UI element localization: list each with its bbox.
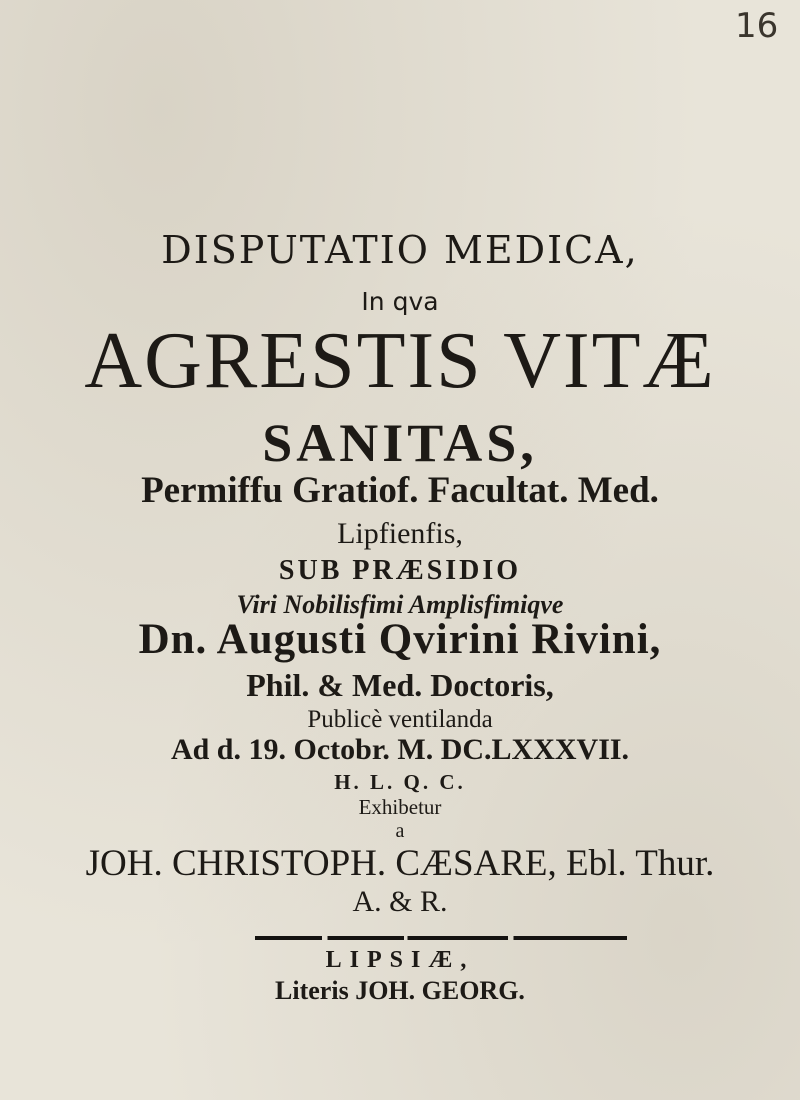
date-line: Ad d. 19. Octobr. M. DC.LXXXVII. — [170, 733, 630, 766]
permissu-line: Permiffu Gratiof. Facultat. Med. — [141, 470, 659, 511]
praeses-title: Phil. & Med. Doctoris, — [246, 667, 554, 703]
aer-line: A. & R. — [352, 885, 448, 918]
hlqc-line: H. L. Q. C. — [334, 770, 466, 794]
praeses-name: Dn. Augusti Qvirini Rivini, — [138, 616, 662, 663]
page-number: 16 — [735, 6, 779, 46]
divider-rule — [255, 936, 627, 940]
viri-line: Viri Nobilisfimi Amplisfimiqve — [236, 590, 564, 619]
imprint-printer: Literis JOH. GEORG. — [275, 976, 525, 1005]
a-line: a — [395, 820, 405, 842]
agrestis-vitae-title: AGRESTIS VITÆ — [84, 317, 716, 405]
respondent-name: JOH. CHRISTOPH. CÆSARE, Ebl. Thur. — [85, 843, 715, 884]
exhibetur-line: Exhibetur — [358, 795, 442, 819]
publice-line: Publicè ventilanda — [307, 706, 493, 733]
sanitas-title: SANITAS, — [262, 413, 538, 473]
sub-praesidio-line: SUB PRÆSIDIO — [278, 555, 522, 586]
disputatio-heading: DISPUTATIO MEDICA, — [161, 228, 639, 272]
lipsiensis-line: Lipfienfis, — [337, 517, 463, 550]
imprint-city: LIPSIÆ, — [325, 947, 475, 973]
in-qva-line: In qva — [361, 287, 439, 316]
